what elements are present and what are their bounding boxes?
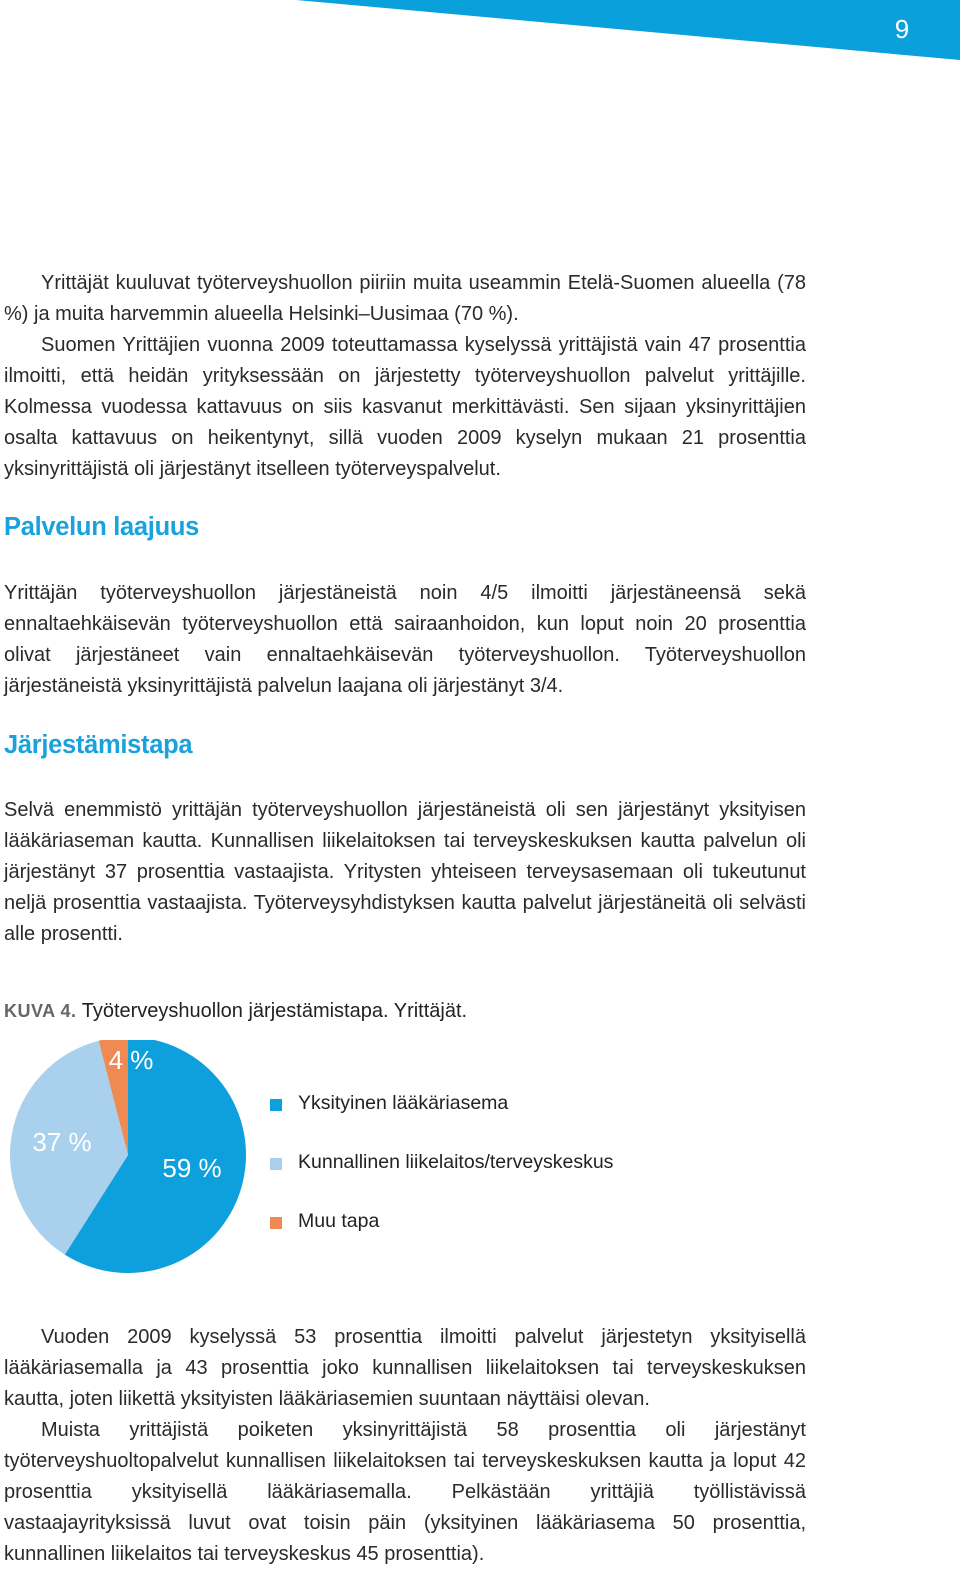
section-heading: Järjestämistapa [4,731,193,759]
paragraph: Selvä enemmistö yrittäjän työterveyshuollon järjestäneistä oli sen järjestänyt yksityisen lääkäriaseman kautta. Kunnallisen liikelaitoksen tai terveyskeskuksen kautta palvelun oli järjestänyt 37 prosenttia vastaajista. Yritysten yhteiseen terveysasemaan oli tukeutunut neljä prosenttia vastaajista. Työterveysyhdistyksen kautta palvelut järjestäneitä oli selvästi alle prosentti. [4,799,806,945]
paragraph: Yrittäjän työterveyshuollon järjestäneistä noin 4/5 ilmoitti järjestäneensä sekä ennaltaehkäisevän työterveyshuollon että sairaanhoidon, kun loput noin 20 prosenttia olivat järjestäneet vain ennaltaehkäisevän työterveyshuollon. Työterveyshuollon järjestäneistä yksinyrittäjistä palvelun laajana oli järjestänyt 3/4. [4,582,806,697]
page-number: 9 [894,14,910,44]
legend-swatch [270,1158,282,1170]
figure-caption [4,1000,467,1023]
pie-chart [0,1040,260,1290]
figure-title: Työterveyshuollon järjestämistapa. Yrittäjät. [81,1000,468,1022]
legend-label: Yksityinen lääkäriasema [298,1092,509,1114]
banner-shape [296,0,960,60]
paragraph: Yrittäjät kuuluvat työterveyshuollon piiriin muita useammin Etelä-Suomen alueella (78 %) ja muita harvemmin alueella Helsinki–Uusimaa (70 %). [4,272,806,325]
paragraph: Suomen Yrittäjien vuonna 2009 toteuttamassa kyselyssä yrittäjistä vain 47 prosenttia ilmoitti, että heidän yrityksessään on järjestetty työterveyshuollon palvelut yrittäjille. Kolmessa vuodessa kattavuus on siis kasvanut merkittävästi. Sen sijaan yksinyrittäjien osalta kattavuus on heikentynyt, sillä vuoden 2009 kyselyn mukaan 21 prosenttia yksinyrittäjistä oli järjestänyt itselleen työterveyspalvelut. [4,334,806,480]
figure-label: KUVA 4. [4,1001,77,1021]
pie-data-label: 4 % [108,1044,154,1075]
paragraph: Muista yrittäjistä poiketen yksinyrittäjistä 58 prosenttia oli järjestänyt työterveyshuoltopalvelut kunnallisen liikelaitoksen tai terveyskeskuksen kautta ja loput 42 prosenttia yksityisellä lääkäriasemalla. Pelkästään yrittäjiä työllistävissä vastaajayrityksissä luvut ovat toisin päin (yksityinen lääkäriasema 50 prosenttia, kunnallinen liikelaitos tai terveyskeskus 45 prosenttia). [4,1419,806,1565]
legend-swatch [270,1099,282,1111]
legend-label: Muu tapa [298,1210,380,1232]
pie-data-label: 37 % [32,1126,92,1157]
top-banner [0,0,960,70]
legend-label: Kunnallinen liikelaitos/terveyskeskus [298,1151,614,1173]
legend-swatch [270,1217,282,1229]
section-heading: Palvelun laajuus [4,513,200,541]
paragraph: Vuoden 2009 kyselyssä 53 prosenttia ilmoitti palvelut järjestetyn yksityisellä lääkäriasemalla ja 43 prosenttia joko kunnallisen liikelaitoksen tai terveyskeskuksen kautta, joten liikettä yksityisten lääkäriasemien suuntaan näyttäisi olevan. [4,1326,806,1410]
pie-data-label: 59 % [162,1152,222,1183]
